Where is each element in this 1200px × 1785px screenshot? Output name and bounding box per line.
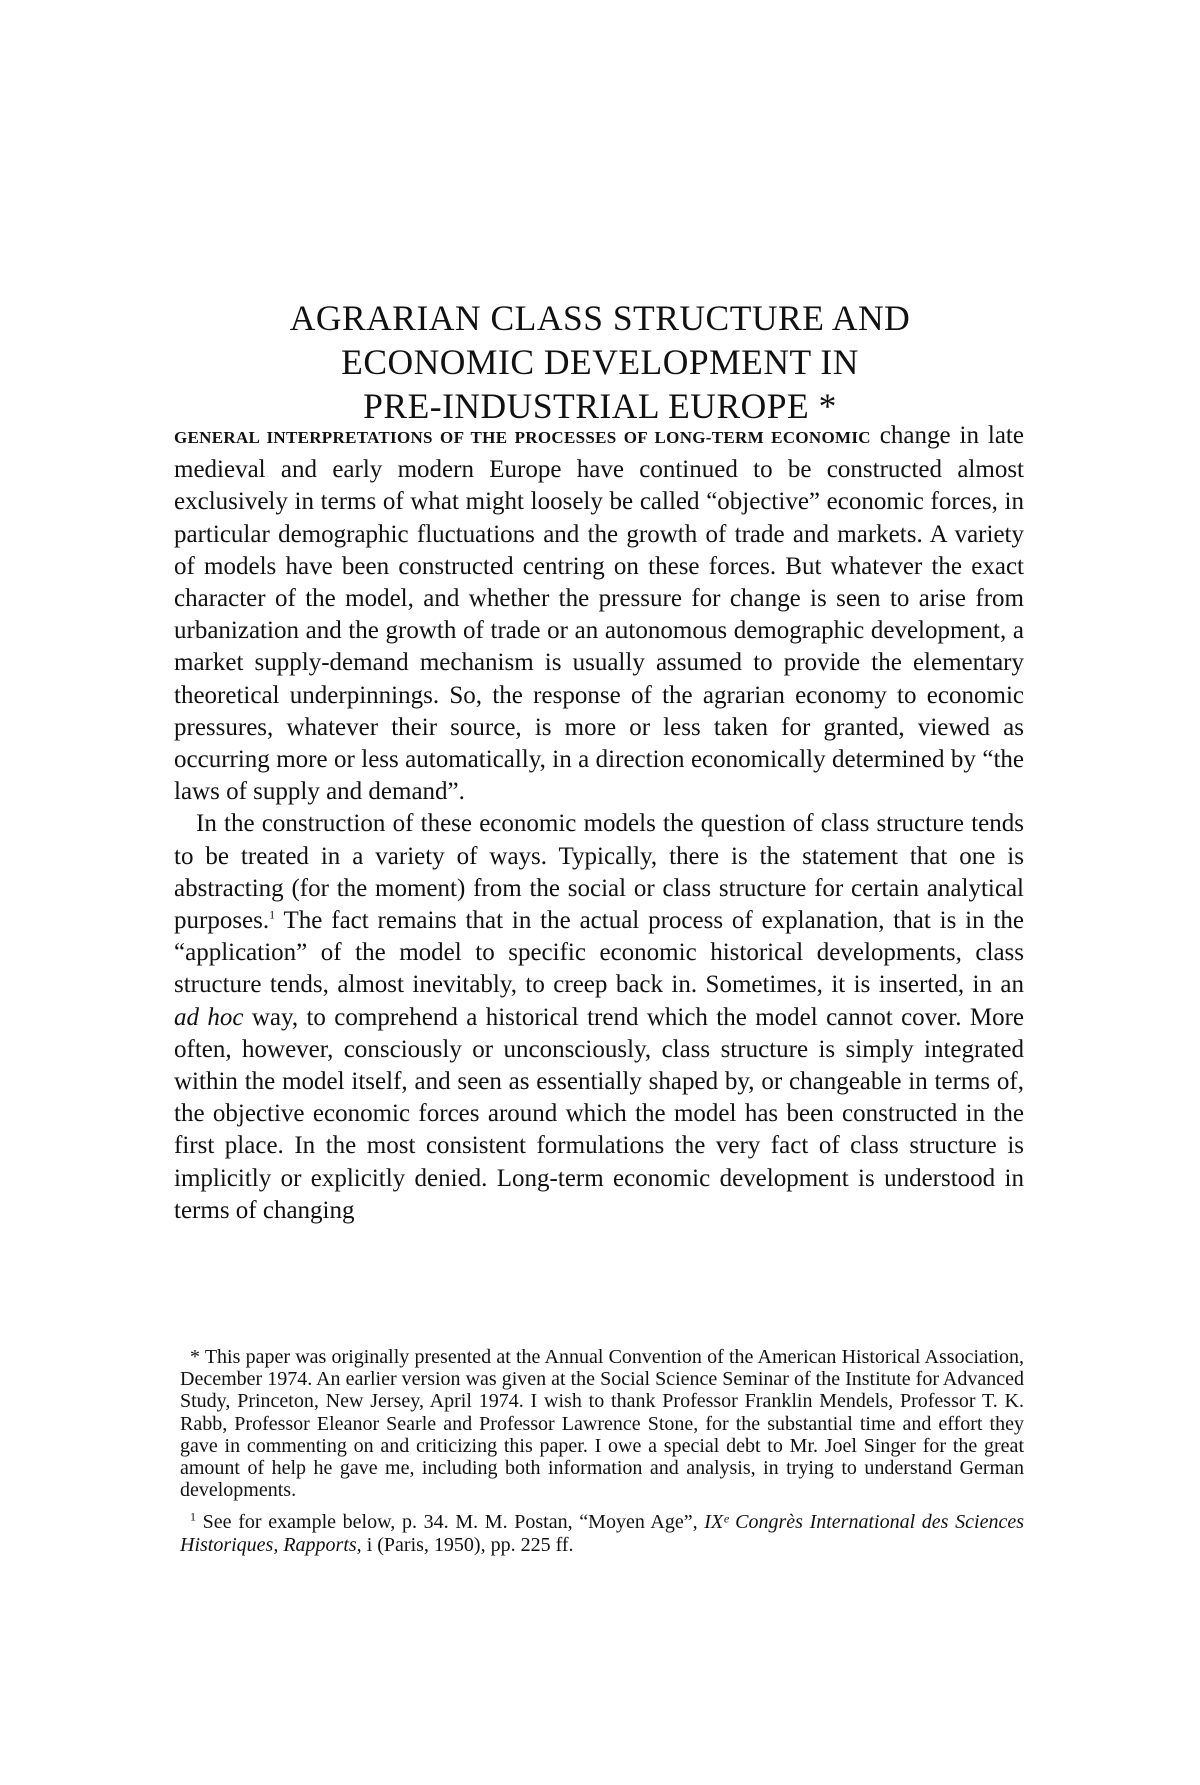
footnotes: [180, 1346, 1024, 1556]
ad-hoc-italic: ad hoc: [174, 1003, 244, 1031]
title-line-1: AGRARIAN CLASS STRUCTURE AND: [289, 297, 911, 338]
footnote-1-mark: 1: [190, 1509, 196, 1524]
paragraph-1: [174, 420, 1024, 808]
title-line-2: ECONOMIC DEVELOPMENT IN: [341, 341, 859, 382]
paragraph-2-text-b: The fact remains that in the actual process of explanation, that is in the “application” of the model to specific economic historical developments, class structure tends, almost inevitably, to creep back in. Sometimes, it is inserted, in an: [174, 907, 1024, 999]
footnote-1-text-c: i (Paris, 1950), pp. 225 ff.: [361, 1533, 574, 1556]
title-line-3: PRE-INDUSTRIAL EUROPE *: [363, 385, 837, 426]
paragraph-2-text-c: way, to comprehend a historical trend which the model cannot cover. More often, however, consciously or unconsciously, class structure is simply integrated within the model itself, and seen as essentially shaped by, or changeable in terms of, the objective economic forces around which the model has been constructed in the first place. In the most consistent formulations the very fact of class structure is implicitly or explicitly denied. Long-term economic development is understood in terms of changing: [174, 1003, 1024, 1224]
footnote-1: [180, 1511, 1024, 1555]
article-body: [174, 420, 1024, 1227]
paragraph-1-text: change in late medieval and early modern Europe have continued to be constructed almost exclusively in terms of what might loosely be called “objective” economic forces, in particular demographic fluctuations and the growth of trade and markets. A variety of models have been constructed centring on these forces. But whatever the exact character of the model, and whether the pressure for change is seen to arise from urbanization and the growth of trade or an autonomous demographic development, a market supply-demand mechanism is usually assumed to provide the elementary theoretical underpinnings. So, the response of the agrarian economy to economic pressures, whatever their source, is more or less taken for granted, viewed as occurring more or less automatically, in a direction economically determined by “the laws of supply and demand”.: [174, 422, 1024, 806]
footnote-star: * This paper was originally presented at the Annual Convention of the American Historical Association, December 1974. An earlier version was given at the Social Science Seminar of the Institute for Advanced Study, Princeton, New Jersey, April 1974. I wish to thank Professor Franklin Mendels, Professor T. K. Rabb, Professor Eleanor Searle and Professor Lawrence Stone, for the substantial time and effort they gave in commenting on and criticizing this paper. I owe a special debt to Mr. Joel Singer for the great amount of help he gave me, including both information and analysis, in trying to understand German developments.: [180, 1346, 1024, 1502]
opening-small-caps: GENERAL INTERPRETATIONS OF THE PROCESSES OF LONG-TERM ECONOMIC: [174, 428, 871, 447]
article-title: [150, 296, 1050, 428]
footnote-1-italic: IXᵉ Congrès International des Sciences Historiques, Rapports,: [180, 1511, 1024, 1556]
paragraph-2-text-a: In the construction of these economic models the question of class structure tends to be treated in a variety of ways. Typically, there is the statement that one is abstracting (for the moment) from the social or class structure for certain analytical purposes.: [174, 810, 1024, 935]
footnote-1-text-a: See for example below, p. 34. M. M. Postan, “Moyen Age”,: [196, 1511, 705, 1534]
footnote-ref-1[interactable]: 1: [269, 907, 276, 922]
paragraph-2: [174, 808, 1024, 1227]
